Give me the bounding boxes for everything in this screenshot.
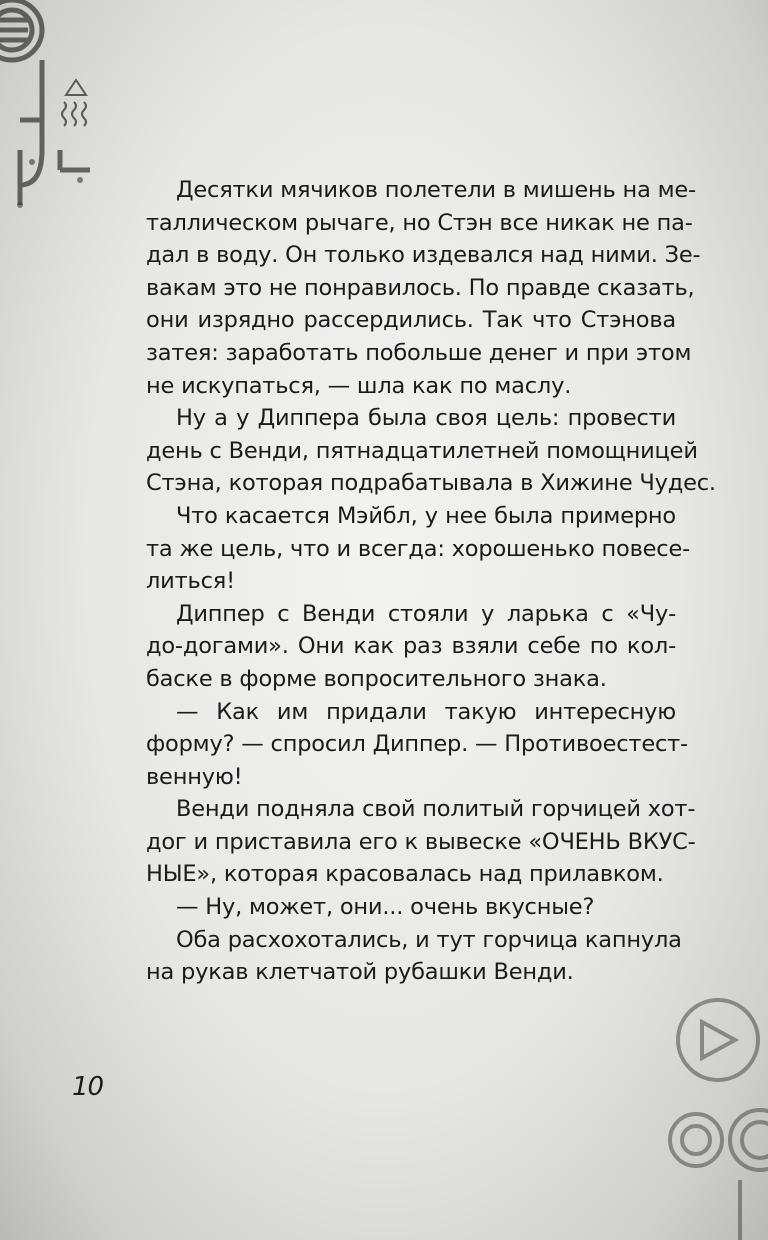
text-line: дал в воду. Он только издевался над ними. Зе- (146, 242, 701, 269)
body-text (146, 174, 716, 989)
text-line: венную! (146, 763, 243, 790)
text-line: день с Венди, пятнадцатилетней помощницей (146, 437, 698, 464)
text-line: Стэна, которая подрабатывала в Хижине Чудес. (146, 470, 716, 497)
text-line: до-догами». Они как раз взяли себе по кол- (146, 633, 676, 660)
text-line: Венди подняла свой политый горчицей хот- (176, 796, 696, 823)
text-line: Диппер с Венди стояли у ларька с «Чу- (176, 600, 676, 627)
text-line: вакам это не понравилось. По правде сказать, (146, 274, 695, 301)
text-line: Оба расхохотались, и тут горчица капнула (176, 926, 682, 953)
text-line: они изрядно рассердились. Так что Стэнова (146, 307, 676, 334)
text-line: на рукав клетчатой рубашки Венди. (146, 959, 574, 986)
text-line: Что касается Мэйбл, у нее была примерно (176, 502, 676, 529)
text-line: таллическом рычаге, но Стэн все никак не па- (146, 209, 693, 236)
page-number: 10 (72, 1072, 104, 1102)
text-line: дог и приставила его к вывеске «ОЧЕНЬ ВКУС- (146, 828, 696, 855)
text-line: НЫЕ», которая красовалась над прилавком. (146, 861, 664, 888)
text-line: баске в форме вопросительного знака. (146, 665, 607, 692)
text-line: — Как им придали такую интересную (176, 698, 676, 725)
text-line: форму? — спросил Диппер. — Противоестест- (146, 731, 688, 758)
text-line: Десятки мячиков полетели в мишень на ме- (176, 177, 696, 203)
text-line: затея: заработать побольше денег и при этом (146, 339, 692, 366)
text-line: Ну а у Диппера была своя цель: провести (176, 405, 676, 432)
text-line: та же цель, что и всегда: хорошенько повесе- (146, 535, 691, 562)
text-line: литься! (146, 568, 235, 595)
text-line: не искупаться, — шла как по маслу. (146, 372, 572, 399)
text-line: — Ну, может, они... очень вкусные? (176, 894, 595, 921)
